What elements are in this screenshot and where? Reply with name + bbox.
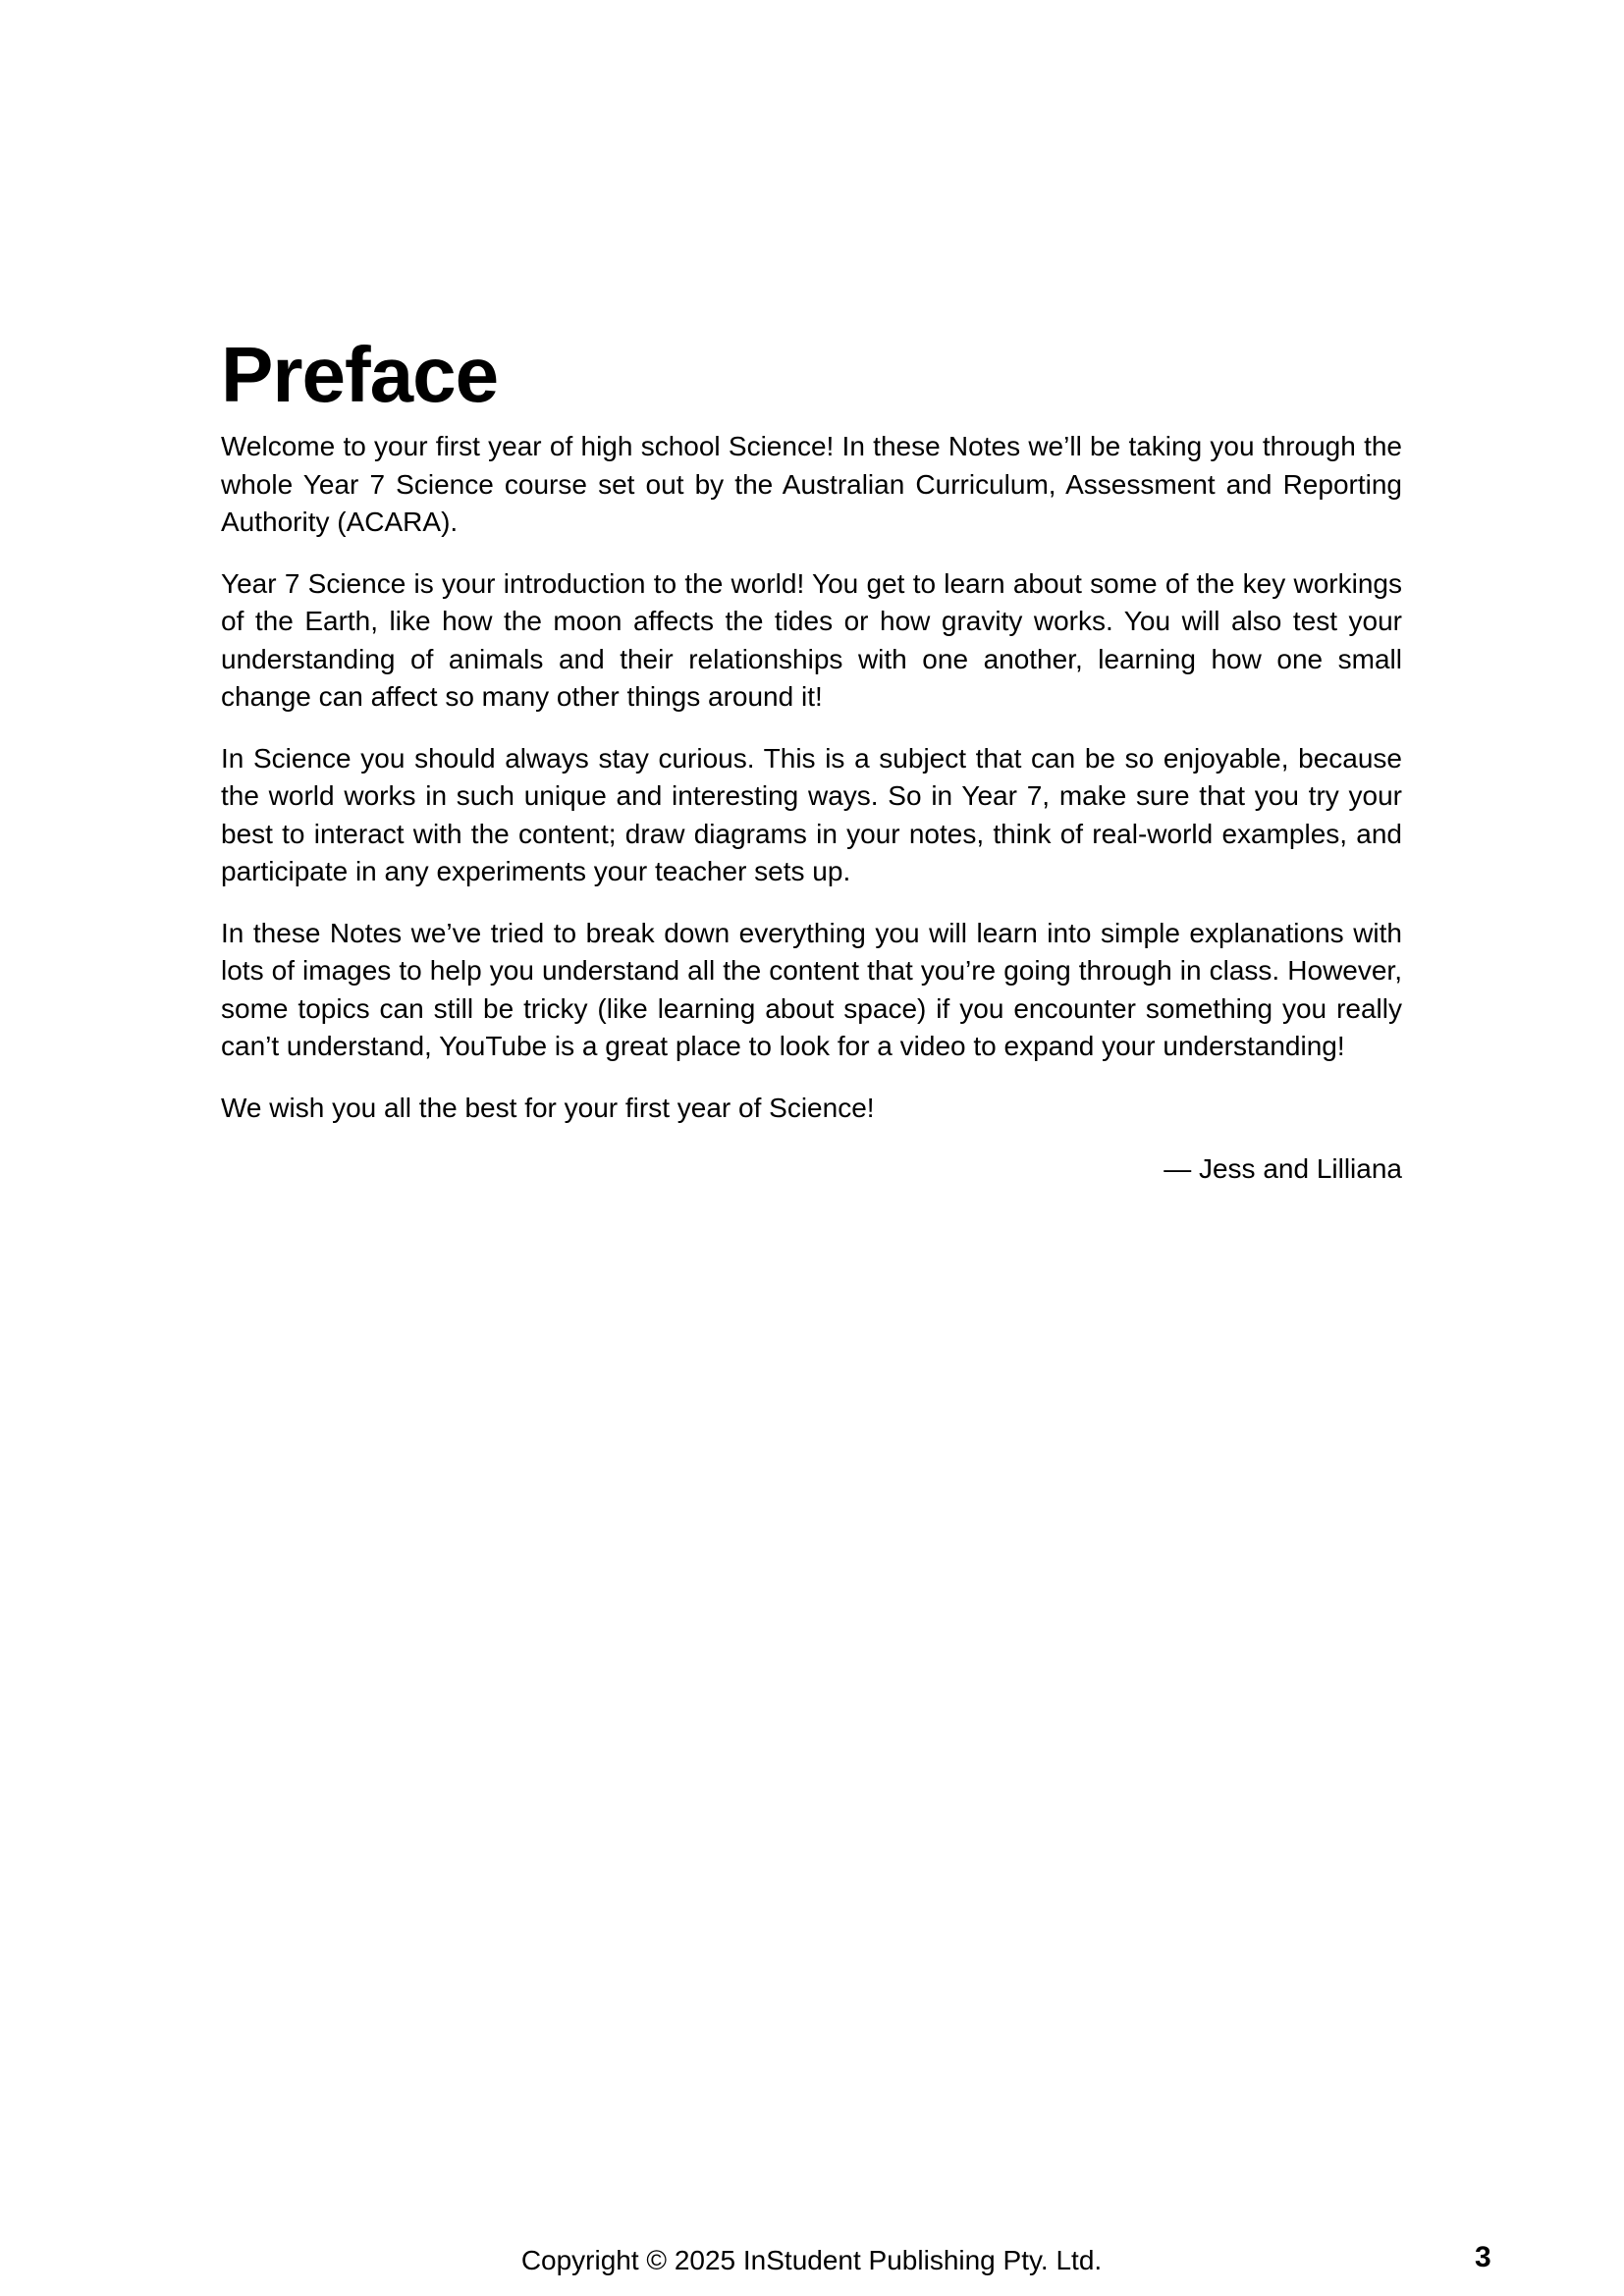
page-title: Preface bbox=[221, 331, 499, 418]
paragraph-welcome: Welcome to your first year of high school Science! In these Notes we’ll be taking you through the whole Year 7 Science course set out by the Australian Curriculum, Assessment and Reporting Authority (ACARA). bbox=[221, 431, 1402, 537]
footer-copyright: Copyright © 2025 InStudent Publishing Pty. Ltd. bbox=[520, 2245, 1103, 2275]
author-signature: — Jess and Lilliana bbox=[1164, 1153, 1402, 1184]
preface-section bbox=[221, 331, 1402, 1189]
page-number: 3 bbox=[1475, 2241, 1491, 2273]
paragraph-notes-approach: In these Notes we’ve tried to break down everything you will learn into simple explanations with lots of images to help you understand all the content that you’re going through in class. However, some topics can still be tricky (like learning about space) if you encounter something you really can’t understand, YouTube is a great place to look for a video to expand your understanding! bbox=[221, 917, 1402, 1061]
paragraph-best-wishes: We wish you all the best for your first year of Science! bbox=[221, 1092, 875, 1123]
paragraph-stay-curious: In Science you should always stay curious. This is a subject that can be so enjoyable, because the world works in such unique and interesting ways. So in Year 7, make sure that you try your best to interact with the content; draw diagrams in your notes, think of real-world examples, and participate in any experiments your teacher sets up. bbox=[221, 742, 1402, 886]
paragraph-introduction: Year 7 Science is your introduction to the world! You get to learn about some of the key workings of the Earth, like how the moon affects the tides or how gravity works. You will also test your understanding of animals and their relationships with one another, learning how one small change can affect so many other things around it! bbox=[221, 567, 1402, 712]
